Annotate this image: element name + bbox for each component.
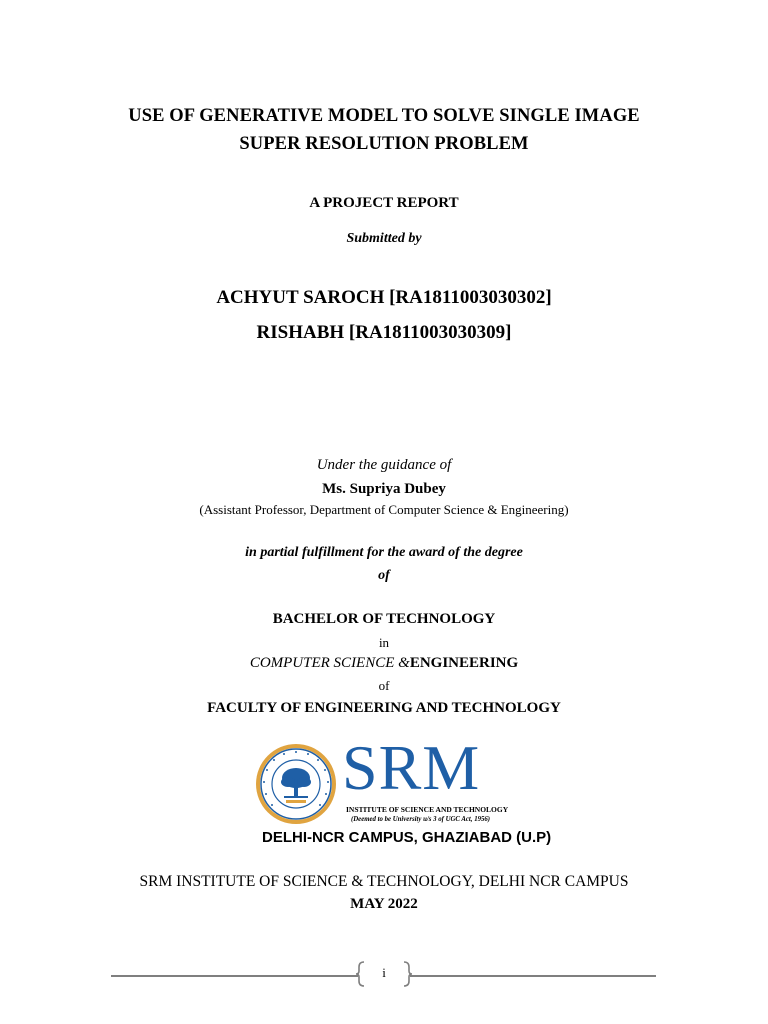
guidance-label: Under the guidance of [316,457,452,473]
guide-role: (Assistant Professor, Department of Computer Science & Engineering) [199,502,569,517]
institute-name: SRM INSTITUTE OF SCIENCE & TECHNOLOGY, DELHI NCR CAMPUS [139,873,629,890]
srm-subtitle: INSTITUTE OF SCIENCE AND TECHNOLOGY [346,805,509,814]
degree-name: BACHELOR OF TECHNOLOGY [272,611,496,627]
author-1: ACHYUT SAROCH [RA1811003030302] [216,287,552,308]
srm-seal-icon [254,742,338,826]
campus-label: DELHI-NCR CAMPUS, GHAZIABAD (U.P) [262,829,552,846]
guide-name: Ms. Supriya Dubey [322,481,446,497]
submitted-by: Submitted by [346,231,422,246]
branch-rest: ENGINEERING [409,655,519,671]
branch-italic: COMPUTER SCIENCE & [249,655,410,671]
page-number: i [382,965,386,980]
branch [0,655,768,672]
author-2: RISHABH [RA1811003030309] [256,322,512,343]
of-text-2: of [378,678,390,693]
footer-rule-right [410,975,656,977]
in-text: in [378,635,390,650]
srm-brand: SRM [342,732,481,803]
title-line-2: SUPER RESOLUTION PROBLEM [239,134,529,154]
footer-rule-left [111,975,358,977]
date: MAY 2022 [350,896,418,912]
fulfillment-text: in partial fulfillment for the award of the degree [245,545,523,560]
of-text-1: of [378,568,390,583]
title-line-1: USE OF GENERATIVE MODEL TO SOLVE SINGLE IMAGE [128,106,640,126]
srm-deemed: (Deemed to be University u/s 3 of UGC Act, 1956) [351,816,491,823]
report-type: A PROJECT REPORT [309,195,459,211]
faculty: FACULTY OF ENGINEERING AND TECHNOLOGY [207,700,561,716]
